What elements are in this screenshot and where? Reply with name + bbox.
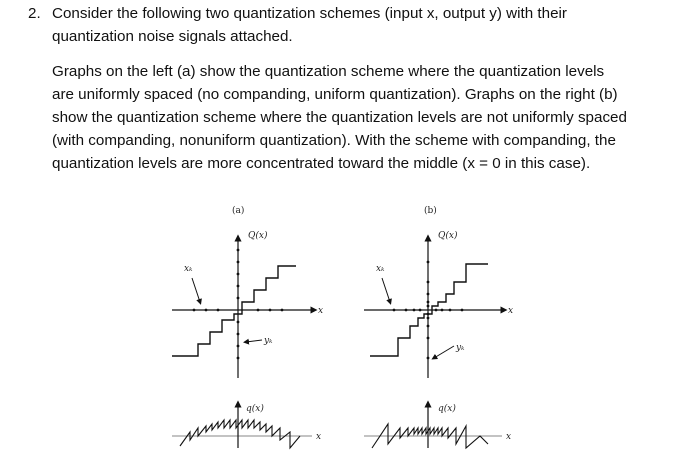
panel-b-noise-x-label: x: [506, 432, 512, 442]
question-header-line: quantization noise signals attached.: [52, 28, 293, 45]
panel-b-xk-arrow: [382, 278, 390, 302]
panel-a-q-label: Q(x): [248, 231, 268, 241]
panel-b-xk-label: xₖ: [376, 264, 385, 274]
panel-b-yk-arrow: [434, 346, 454, 358]
panel-a-xk-arrow: [192, 278, 200, 302]
panel-b-label: (b): [424, 206, 437, 216]
paragraph-line: are uniformly spaced (no companding, uniform quantization). Graphs on the right (b): [52, 86, 618, 103]
panel-a-noise-label: q(x): [246, 404, 264, 414]
panel-b: [364, 205, 513, 448]
panel-b-x-label: x: [508, 306, 514, 316]
paragraph-line: show the quantization scheme where the quantization levels are not uniformly spaced: [52, 109, 627, 126]
paragraph-line: Graphs on the left (a) show the quantization scheme where the quantization levels: [52, 63, 605, 80]
paragraph-line: quantization levels are more concentrated toward the middle (x = 0 in this case).: [52, 155, 591, 172]
paragraph-line: (with companding, nonuniform quantization). With the scheme with companding, the: [52, 132, 616, 149]
panel-b-noise-label: q(x): [438, 404, 456, 414]
panel-a-noise-sawtooth: [180, 420, 300, 448]
panel-b-yk-label: yₖ: [456, 343, 465, 353]
panel-a-xk-label: xₖ: [184, 264, 193, 274]
question-number: 2.: [28, 5, 41, 22]
panel-b-q-label: Q(x): [438, 231, 458, 241]
panel-a-x-label: x: [318, 306, 324, 316]
panel-a-noise-x-label: x: [316, 432, 322, 442]
panel-a-yk-label: yₖ: [264, 336, 273, 346]
panel-a: [172, 205, 323, 448]
panel-a-label: (a): [232, 206, 245, 216]
question-header-line: Consider the following two quantization schemes (input x, output y) with their: [52, 5, 567, 22]
panel-a-staircase: [172, 266, 296, 356]
panel-a-yk-arrow: [246, 340, 262, 342]
